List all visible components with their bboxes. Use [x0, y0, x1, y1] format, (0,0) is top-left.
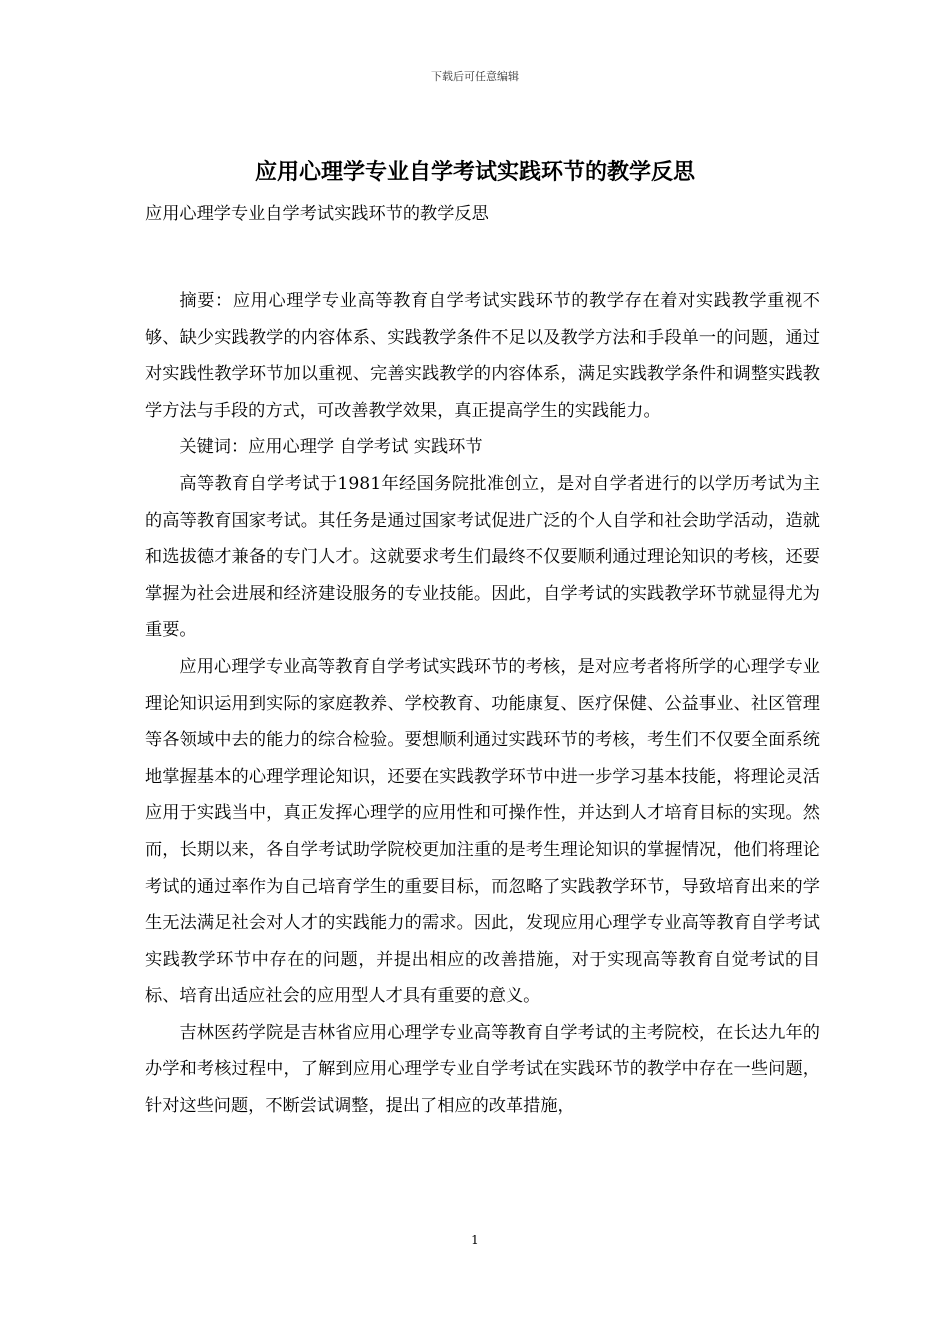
document-subtitle: 应用心理学专业自学考试实践环节的教学反思	[145, 204, 489, 224]
body-paragraph: 应用心理学专业高等教育自学考试实践环节的考核，是对应考者将所学的心理学专业理论知识运用到实际的家庭教养、学校教育、功能康复、医疗保健、公益事业、社区管理等各领域中去的能力的综合检验。要想顺利通过实践环节的考核，考生们不仅要全面系统地掌握基本的心理学理论知识，还要在实践教学环节中进一步学习基本技能，将理论灵活应用于实践当中，真正发挥心理学的应用性和可操作性，并达到人才培育目标的实现。然而，长期以来，各自学考试助学院校更加注重的是考生理论知识的掌握情况，他们将理论考试的通过率作为自己培育学生的重要目标，而忽略了实践教学环节，导致培育出来的学生无法满足社会对人才的实践能力的需求。因此，发现应用心理学专业高等教育自学考试实践教学环节中存在的问题，并提出相应的改善措施，对于实现高等教育自觉考试的目标、培育出适应社会的应用型人才具有重要的意义。	[145, 656, 820, 1007]
spacer	[145, 228, 820, 283]
body-paragraph: 高等教育自学考试于1981年经国务院批准创立，是对自学者进行的以学历考试为主的高等教育国家考试。其任务是通过国家考试促进广泛的个人自学和社会助学活动，造就和选拔德才兼备的专门人才。这就要求考生们最终不仅要顺利通过理论知识的考核，还要掌握为社会进展和经济建设服务的专业技能。因此，自学考试的实践教学环节就显得尤为重要。	[145, 473, 820, 641]
header-note: 下载后可任意编辑	[431, 70, 519, 83]
keywords-paragraph: 关键词：应用心理学 自学考试 实践环节	[179, 437, 483, 458]
document-body	[145, 200, 820, 1125]
page-number: 1	[471, 1233, 479, 1247]
abstract-paragraph: 摘要：应用心理学专业高等教育自学考试实践环节的教学存在着对实践教学重视不够、缺少实践教学的内容体系、实践教学条件不足以及教学方法和手段单一的问题，通过对实践性教学环节加以重视、完善实践教学的内容体系，满足实践教学条件和调整实践教学方法与手段的方式，可改善教学效果，真正提高学生的实践能力。	[145, 291, 820, 421]
body-paragraph: 吉林医药学院是吉林省应用心理学专业高等教育自学考试的主考院校，在长达九年的办学和考核过程中，了解到应用心理学专业自学考试在实践环节的教学中存在一些问题，针对这些问题，不断尝试调整，提出了相应的改革措施，	[145, 1022, 820, 1117]
document-title: 应用心理学专业自学考试实践环节的教学反思	[254, 160, 695, 185]
